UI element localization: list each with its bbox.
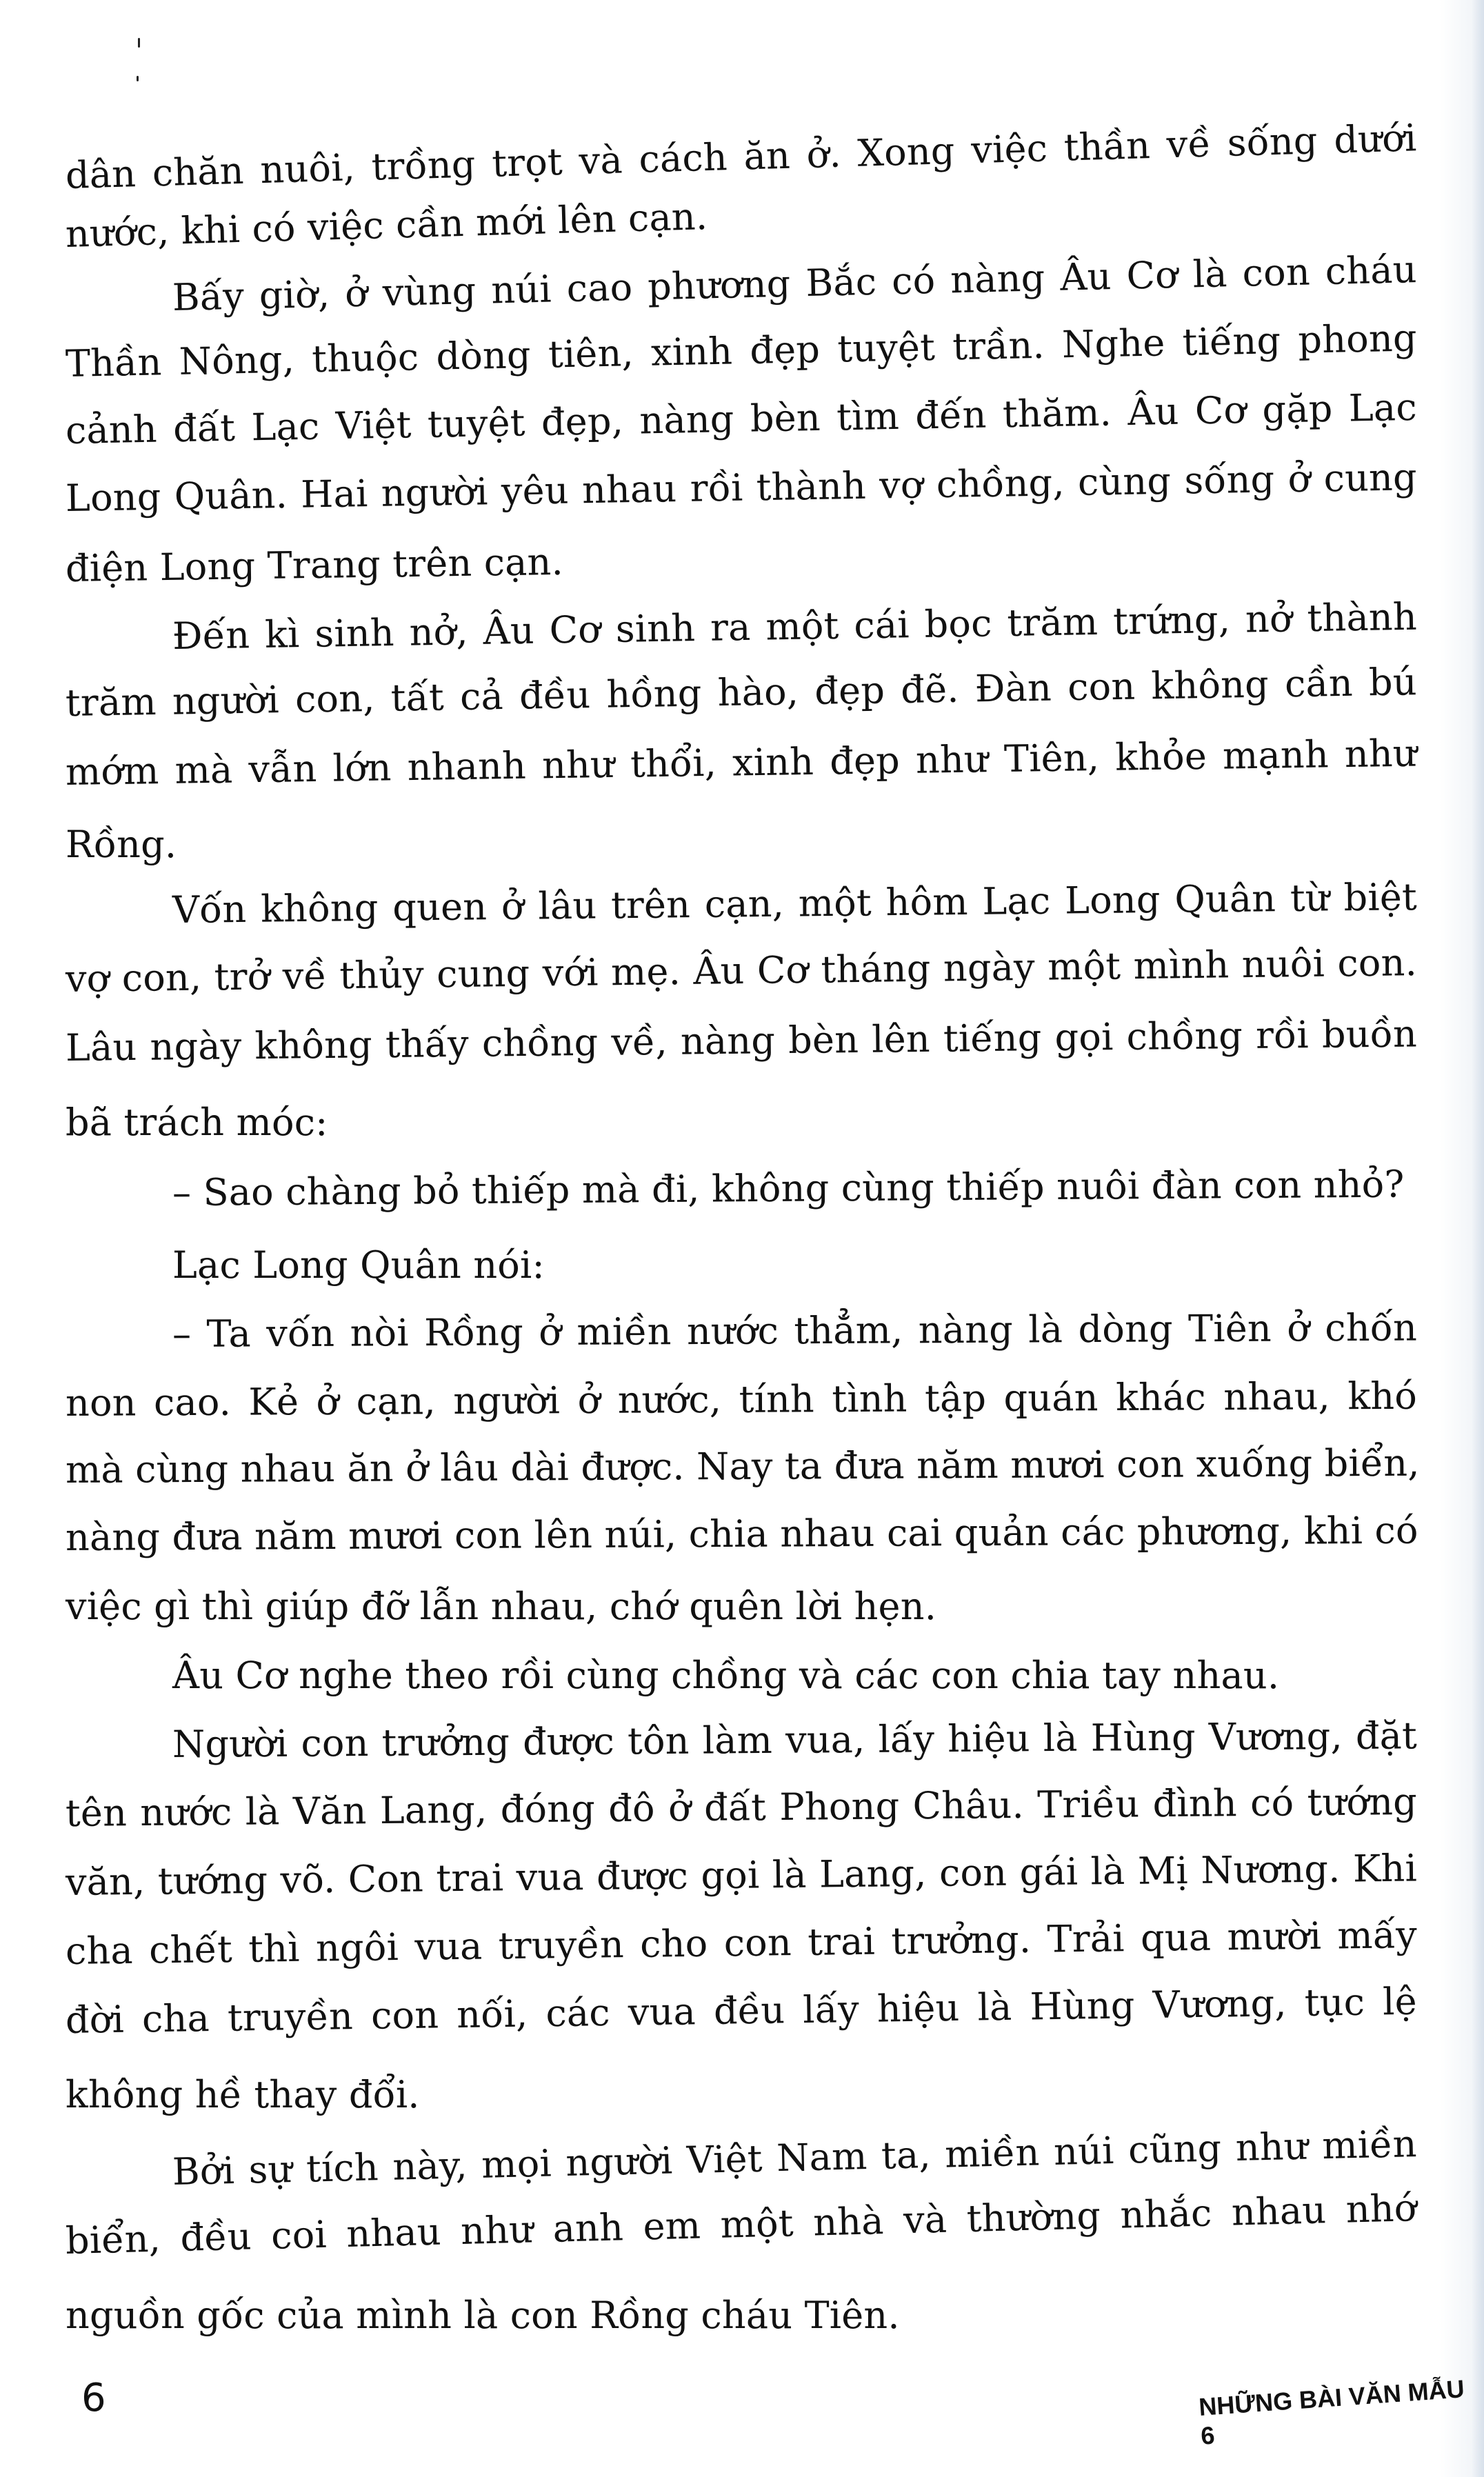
scan-speck <box>138 38 140 48</box>
text-line: non cao. Kẻ ở cạn, người ở nước, tính tình tập quán khác nhau, khó <box>65 1374 1418 1425</box>
text-line: cảnh đất Lạc Việt tuyệt đẹp, nàng bèn tìm đến thăm. Âu Cơ gặp Lạc <box>65 385 1418 452</box>
text-line: Vốn không quen ở lâu trên cạn, một hôm Lạc Long Quân từ biệt <box>172 875 1418 932</box>
dialogue-line: – Ta vốn nòi Rồng ở miền nước thẳm, nàng là dòng Tiên ở chốn <box>172 1305 1418 1356</box>
text-line: cha chết thì ngôi vua truyền cho con trai trưởng. Trải qua mười mấy <box>65 1913 1418 1973</box>
text-line: Thần Nông, thuộc dòng tiên, xinh đẹp tuyệt trần. Nghe tiếng phong <box>65 316 1418 385</box>
text-line: dân chăn nuôi, trồng trọt và cách ăn ở. Xong việc thần về sống dưới <box>65 116 1418 197</box>
text-line: nàng đưa năm mươi con lên núi, chia nhau cai quản các phương, khi có <box>65 1508 1418 1559</box>
text-line: tên nước là Văn Lang, đóng đô ở đất Phong Châu. Triều đình có tướng <box>65 1779 1418 1835</box>
page-edge-shadow <box>1472 0 1484 2477</box>
text-line: mớm mà vẫn lớn nhanh như thổi, xinh đẹp như Tiên, khỏe mạnh như <box>65 731 1418 794</box>
text-line: trăm người con, tất cả đều hồng hào, đẹp đẽ. Đàn con không cần bú <box>65 660 1418 725</box>
text-line: Rồng. <box>66 823 177 866</box>
text-line: biển, đều coi nhau như anh em một nhà và thường nhắc nhau nhớ <box>65 2186 1418 2263</box>
text-line: việc gì thì giúp đỡ lẫn nhau, chớ quên lời hẹn. <box>66 1585 937 1628</box>
text-line: đời cha truyền con nối, các vua đều lấy hiệu là Hùng Vương, tục lệ <box>65 1979 1418 2042</box>
text-line: Âu Cơ nghe theo rồi cùng chồng và các con chia tay nhau. <box>172 1654 1280 1697</box>
text-line: mà cùng nhau ăn ở lâu dài được. Nay ta đưa năm mươi con xuống biển, <box>65 1441 1420 1492</box>
text-line: bã trách móc: <box>66 1101 328 1144</box>
text-line: không hề thay đổi. <box>66 2073 420 2116</box>
dialogue-line: – Sao chàng bỏ thiếp mà đi, không cùng thiếp nuôi đàn con nhỏ? <box>172 1162 1405 1214</box>
page-number: 6 <box>81 2376 106 2420</box>
text-line: nước, khi có việc cần mới lên cạn. <box>65 194 708 256</box>
text-line: văn, tướng võ. Con trai vua được gọi là Lang, con gái là Mị Nương. Khi <box>65 1846 1418 1904</box>
scan-speck <box>137 76 139 81</box>
text-line: Lạc Long Quân nói: <box>172 1243 545 1287</box>
text-line: Lâu ngày không thấy chồng về, nàng bèn lên tiếng gọi chồng rồi buồn <box>65 1012 1418 1070</box>
text-line: điện Long Trang trên cạn. <box>65 539 564 590</box>
text-line: Người con trưởng được tôn làm vua, lấy hiệu là Hùng Vương, đặt <box>172 1714 1418 1766</box>
running-title: NHỮNG BÀI VĂN MẪU 6 <box>1198 2374 1465 2450</box>
text-line: Đến kì sinh nở, Âu Cơ sinh ra một cái bọc trăm trứng, nở thành <box>172 594 1418 658</box>
text-line: Long Quân. Hai người yêu nhau rồi thành vợ chồng, cùng sống ở cung <box>65 455 1418 520</box>
text-line: Bấy giờ, ở vùng núi cao phương Bắc có nàng Âu Cơ là con cháu <box>172 248 1418 319</box>
text-line: vợ con, trở về thủy cung với mẹ. Âu Cơ tháng ngày một mình nuôi con. <box>65 941 1418 1001</box>
text-line: nguồn gốc của mình là con Rồng cháu Tiên. <box>66 2294 900 2337</box>
text-line: Bởi sự tích này, mọi người Việt Nam ta, miền núi cũng như miền <box>172 2122 1418 2194</box>
